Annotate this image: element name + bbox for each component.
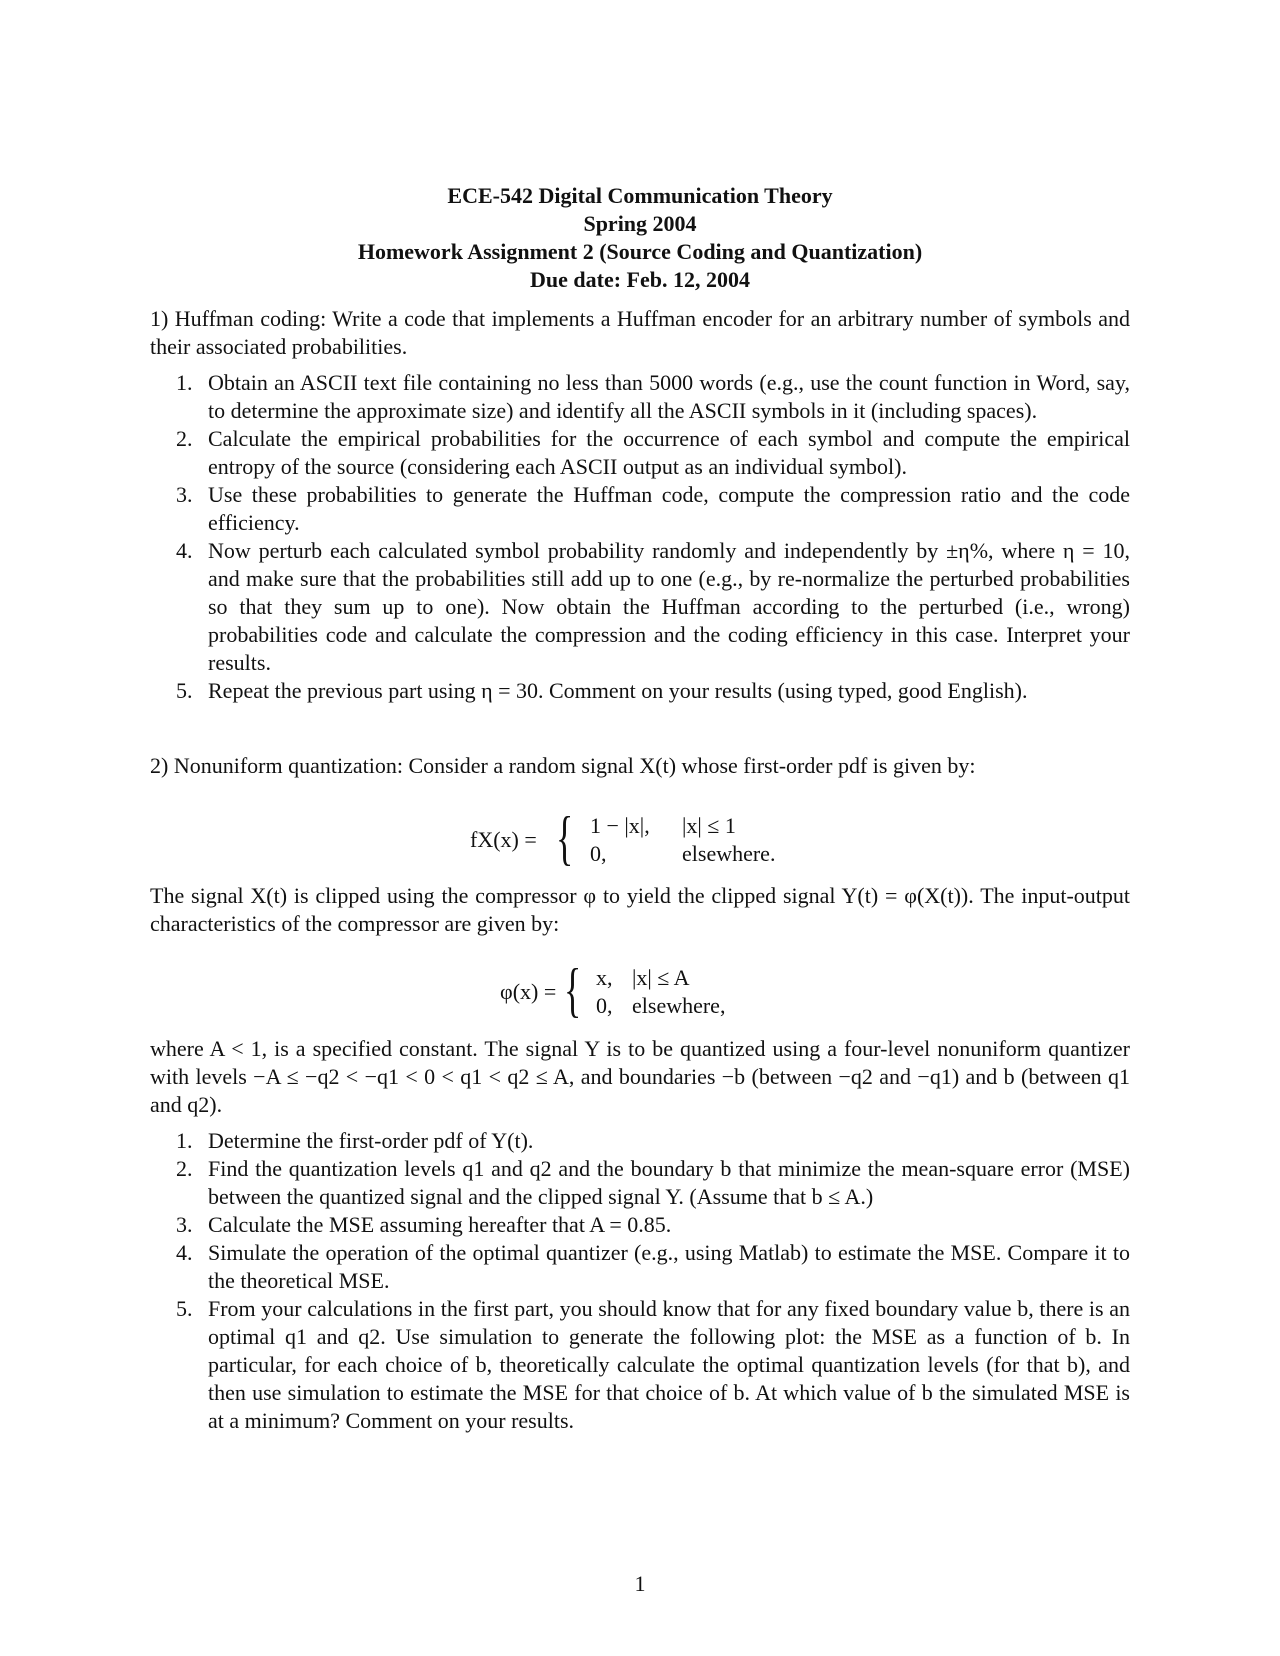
list-item: 1. Determine the first-order pdf of Y(t). bbox=[176, 1128, 534, 1153]
left-brace-icon: { bbox=[564, 957, 582, 1023]
pdf-row1-value: 1 − |x|, bbox=[590, 813, 650, 838]
list-item: 4. Simulate the operation of the optimal quantizer (e.g., using Matlab) to estimate the MSE. Compare it to the theoretical MSE. bbox=[176, 1240, 1130, 1293]
phi-equation bbox=[500, 957, 800, 1026]
problem-1-list bbox=[150, 369, 1130, 705]
left-brace-icon: { bbox=[556, 805, 574, 871]
quantizer-description: where A < 1, is a specified constant. The signal Y is to be quantized using a four-level nonuniform quantizer with levels −A ≤ −q2 < −q1 < 0 < q1 < q2 ≤ A, and boundaries −b (between −q2 and −q1) and b (between q1 and q2). bbox=[150, 1036, 1130, 1117]
pdf-row2-value: 0, bbox=[590, 841, 607, 866]
pdf-row2-condition: elsewhere. bbox=[682, 841, 776, 866]
list-item: 3. Calculate the MSE assuming hereafter that A = 0.85. bbox=[176, 1212, 672, 1237]
list-item: 2. Find the quantization levels q1 and q2 and the boundary b that minimize the mean-square error (MSE) between the quantized signal and the clipped signal Y. (Assume that b ≤ A.) bbox=[176, 1156, 1130, 1209]
pdf-row1-condition: |x| ≤ 1 bbox=[682, 813, 736, 838]
list-item: 1. Obtain an ASCII text file containing no less than 5000 words (e.g., use the count function in Word, say, to determine the approximate size) and identify all the ASCII symbols in it (including spaces). bbox=[176, 370, 1130, 423]
pdf-equation bbox=[470, 805, 810, 874]
list-item: 5. Repeat the previous part using η = 30. Comment on your results (using typed, good English). bbox=[176, 678, 1028, 703]
assignment-title: Homework Assignment 2 (Source Coding and Quantization) bbox=[357, 239, 923, 264]
phi-row1-value: x, bbox=[596, 965, 613, 990]
due-date: Due date: Feb. 12, 2004 bbox=[530, 267, 750, 292]
pdf-lhs: fX(x) = bbox=[470, 827, 537, 852]
problem-2-intro: 2) Nonuniform quantization: Consider a random signal X(t) whose first-order pdf is given by: bbox=[150, 753, 976, 778]
list-item: 3. Use these probabilities to generate the Huffman code, compute the compression ratio and the code efficiency. bbox=[176, 482, 1130, 535]
phi-lhs: φ(x) = bbox=[500, 979, 557, 1004]
phi-row1-condition: |x| ≤ A bbox=[632, 965, 690, 990]
phi-row2-value: 0, bbox=[596, 993, 613, 1018]
page-number: 1 bbox=[634, 1571, 646, 1596]
problem-2-body bbox=[150, 1035, 1130, 1435]
course-title: ECE-542 Digital Communication Theory bbox=[447, 183, 833, 208]
list-item: 4. Now perturb each calculated symbol probability randomly and independently by ±η%, where η = 10, and make sure that the probabilities still add up to one (e.g., by re-normalize the perturbed probabilities so that they sum up to one). Now obtain the Huffman according to the perturbed (i.e., wrong) probabilities code and calculate the compression and the coding efficiency in this case. Interpret your results. bbox=[176, 538, 1130, 675]
document-header bbox=[0, 182, 1280, 294]
problem-1-intro: 1) Huffman coding: Write a code that implements a Huffman encoder for an arbitrary number of symbols and their associated probabilities. bbox=[150, 306, 1130, 359]
problem-2-list bbox=[150, 1127, 1130, 1435]
semester: Spring 2004 bbox=[583, 211, 697, 236]
clip-description: The signal X(t) is clipped using the compressor φ to yield the clipped signal Y(t) = φ(X(t)). The input-output characteristics of the compressor are given by: bbox=[150, 883, 1130, 936]
phi-row2-condition: elsewhere, bbox=[632, 993, 726, 1018]
list-item: 5. From your calculations in the first part, you should know that for any fixed boundary value b, there is an optimal q1 and q2. Use simulation to generate the following plot: the MSE as a function of b. In particular, for each choice of b, theoretically calculate the optimal quantization levels (for that b), and then use simulation to estimate the MSE for that choice of b. At which value of b the simulated MSE is at a minimum? Comment on your results. bbox=[176, 1296, 1130, 1433]
list-item: 2. Calculate the empirical probabilities for the occurrence of each symbol and compute the empirical entropy of the source (considering each ASCII output as an individual symbol). bbox=[176, 426, 1130, 479]
problem-1 bbox=[150, 305, 1130, 705]
